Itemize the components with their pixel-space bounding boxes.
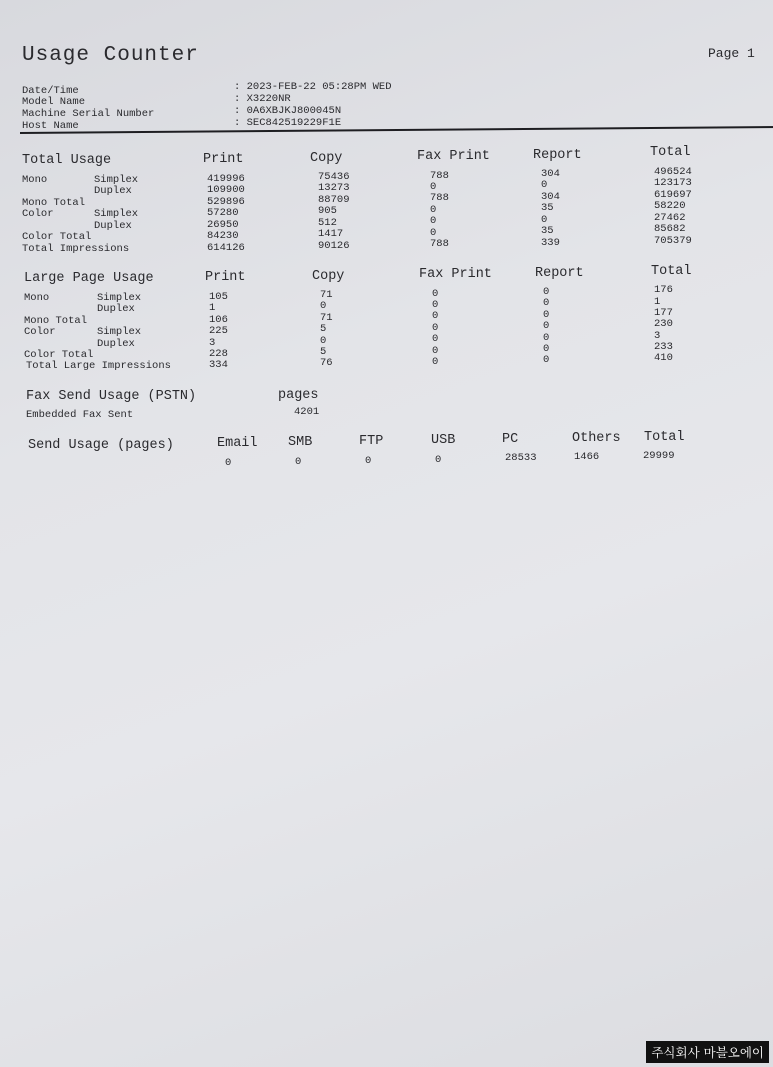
table-cell: 228 (209, 348, 228, 360)
table-cell: 304 (541, 191, 560, 203)
table-cell: 13273 (318, 182, 350, 194)
table-cell: 0 (430, 227, 437, 239)
field-label-host: Host Name (22, 120, 79, 132)
table-cell: 35 (541, 225, 554, 237)
table-cell: 0 (432, 299, 439, 311)
send-usage-value-smb: 0 (295, 456, 302, 468)
table-cell: 0 (430, 181, 437, 193)
table-cell: 0 (432, 322, 439, 334)
table-cell: 788 (430, 238, 449, 250)
table-cell: 105 (209, 291, 228, 303)
table-cell: 84230 (207, 230, 239, 242)
table-cell: 788 (430, 170, 449, 182)
table-cell: 512 (318, 217, 337, 229)
table-cell: 419996 (207, 173, 245, 185)
table-row-label: Mono (24, 292, 50, 304)
send-usage-col-total: Total (644, 430, 685, 445)
table-cell: 0 (543, 343, 550, 355)
send-usage-col-email: Email (217, 436, 258, 451)
table-cell: 233 (654, 341, 673, 353)
table-row-sublabel: Duplex (94, 185, 132, 197)
table-row-sublabel: Simplex (94, 174, 139, 186)
table-cell: 177 (654, 307, 673, 319)
page-number: Page 1 (708, 46, 755, 61)
table-cell: 106 (209, 314, 228, 326)
table-cell: 0 (543, 286, 550, 298)
table-row-label: Mono Total (22, 197, 86, 209)
send-usage-col-usb: USB (431, 433, 456, 448)
table-cell: 0 (543, 320, 550, 332)
table-row-label: Mono (22, 174, 48, 186)
table-cell: 75436 (318, 171, 350, 183)
fax-send-title: Fax Send Usage (PSTN) (26, 389, 197, 404)
watermark: 주식회사 마블오에이 (646, 1041, 769, 1063)
table-row-sublabel: Simplex (97, 326, 142, 338)
table-cell: 0 (543, 309, 550, 321)
large-page-col-report: Report (535, 266, 584, 281)
large-page-col-total: Total (651, 264, 692, 279)
send-usage-col-pc: PC (502, 432, 519, 447)
table-cell: 5 (320, 346, 327, 358)
table-row-label: Total Large Impressions (26, 360, 171, 372)
large-page-col-faxprint: Fax Print (419, 267, 492, 282)
field-label-serial: Machine Serial Number (22, 108, 155, 120)
table-row-label: Color Total (22, 231, 92, 243)
table-cell: 410 (654, 352, 673, 364)
table-cell: 905 (318, 205, 337, 217)
field-value-model: : X3220NR (234, 93, 291, 105)
table-cell: 619697 (654, 189, 692, 201)
total-usage-col-copy: Copy (310, 151, 343, 166)
total-usage-col-report: Report (533, 148, 582, 163)
table-cell: 0 (432, 310, 439, 322)
table-cell: 1 (654, 296, 661, 308)
table-cell: 26950 (207, 219, 239, 231)
table-cell: 0 (543, 297, 550, 309)
table-cell: 27462 (654, 212, 686, 224)
table-row-label: Color (24, 326, 56, 338)
field-value-serial: : 0A6XBJKJ800045N (234, 105, 342, 117)
send-usage-col-others: Others (572, 431, 621, 446)
table-cell: 0 (432, 288, 439, 300)
send-usage-value-usb: 0 (435, 454, 442, 466)
table-cell: 0 (543, 354, 550, 366)
table-cell: 35 (541, 202, 554, 214)
table-cell: 85682 (654, 223, 686, 235)
table-cell: 0 (430, 215, 437, 227)
table-cell: 614126 (207, 242, 245, 254)
table-row-label: Color (22, 208, 54, 220)
large-page-col-print: Print (205, 270, 246, 285)
field-label-model: Model Name (22, 96, 86, 108)
total-usage-col-print: Print (203, 152, 244, 167)
total-usage-title: Total Usage (22, 153, 112, 168)
table-cell: 0 (432, 333, 439, 345)
table-cell: 123173 (654, 177, 692, 189)
table-cell: 176 (654, 284, 673, 296)
table-cell: 0 (432, 345, 439, 357)
table-cell: 76 (320, 357, 333, 369)
table-cell: 0 (320, 300, 327, 312)
large-page-col-copy: Copy (312, 269, 345, 284)
table-row-label: Color Total (24, 349, 94, 361)
send-usage-value-total: 29999 (643, 450, 675, 462)
table-cell: 0 (543, 332, 550, 344)
table-cell: 705379 (654, 235, 692, 247)
table-cell: 71 (320, 312, 333, 324)
table-cell: 58220 (654, 200, 686, 212)
table-row-sublabel: Simplex (97, 292, 142, 304)
table-row-sublabel: Duplex (94, 220, 132, 232)
fax-send-col-pages: pages (278, 388, 319, 403)
table-cell: 0 (320, 335, 327, 347)
send-usage-value-email: 0 (225, 457, 232, 469)
large-page-usage-title: Large Page Usage (24, 271, 154, 286)
fax-send-value: 4201 (294, 406, 320, 418)
table-cell: 230 (654, 318, 673, 330)
table-cell: 0 (432, 356, 439, 368)
table-cell: 0 (430, 204, 437, 216)
table-cell: 225 (209, 325, 228, 337)
table-cell: 529896 (207, 196, 245, 208)
total-usage-col-total: Total (650, 145, 691, 160)
table-cell: 496524 (654, 166, 692, 178)
table-cell: 1417 (318, 228, 344, 240)
field-value-datetime: : 2023-FEB-22 05:28PM WED (234, 81, 392, 93)
send-usage-value-others: 1466 (574, 451, 600, 463)
header-divider (20, 126, 773, 133)
send-usage-col-ftp: FTP (359, 434, 384, 449)
table-cell: 0 (541, 214, 548, 226)
table-row-label: Total Impressions (22, 243, 130, 255)
table-cell: 109900 (207, 184, 245, 196)
table-cell: 88709 (318, 194, 350, 206)
total-usage-col-faxprint: Fax Print (417, 149, 490, 164)
send-usage-value-ftp: 0 (365, 455, 372, 467)
send-usage-title: Send Usage (pages) (28, 438, 174, 453)
table-row-sublabel: Duplex (97, 338, 135, 350)
table-row-label: Mono Total (24, 315, 88, 327)
table-row-sublabel: Duplex (97, 303, 135, 315)
field-label-datetime: Date/Time (22, 85, 79, 97)
table-cell: 334 (209, 359, 228, 371)
fax-send-row-label: Embedded Fax Sent (26, 409, 134, 421)
table-cell: 5 (320, 323, 327, 335)
report-title: Usage Counter (22, 44, 199, 67)
table-row-sublabel: Simplex (94, 208, 139, 220)
table-cell: 3 (654, 330, 661, 342)
table-cell: 3 (209, 337, 216, 349)
send-usage-col-smb: SMB (288, 435, 313, 450)
send-usage-value-pc: 28533 (505, 452, 537, 464)
table-cell: 788 (430, 192, 449, 204)
table-cell: 57280 (207, 207, 239, 219)
table-cell: 1 (209, 302, 216, 314)
table-cell: 90126 (318, 240, 350, 252)
table-cell: 339 (541, 237, 560, 249)
table-cell: 0 (541, 179, 548, 191)
table-cell: 71 (320, 289, 333, 301)
table-cell: 304 (541, 168, 560, 180)
field-value-host: : SEC842519229F1E (234, 117, 342, 129)
